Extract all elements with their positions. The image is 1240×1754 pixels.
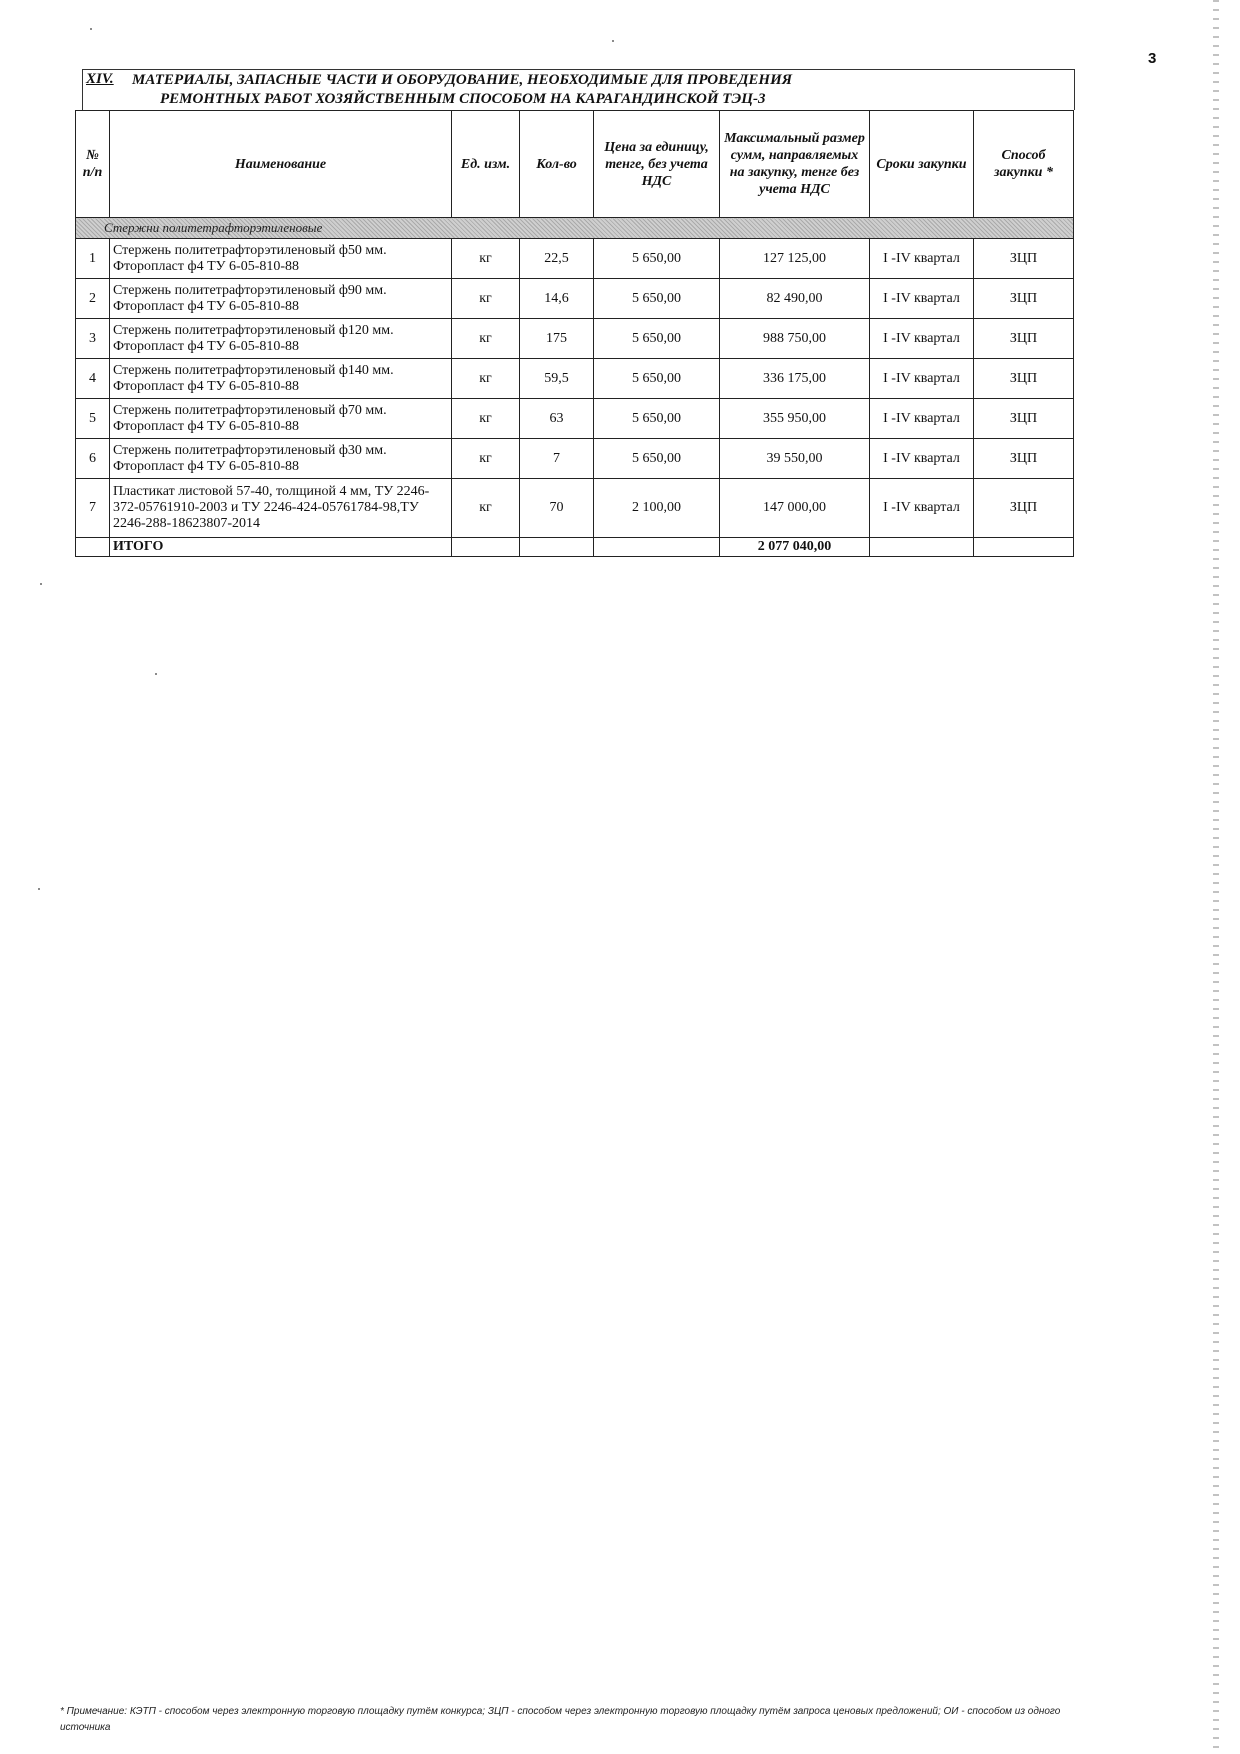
row-sum: 127 125,00 — [720, 239, 870, 279]
row-number: 5 — [76, 399, 110, 439]
row-price: 5 650,00 — [594, 359, 720, 399]
table-header-row — [76, 111, 1074, 218]
row-quantity: 22,5 — [520, 239, 594, 279]
header-number: № п/п — [76, 111, 110, 218]
row-sum: 336 175,00 — [720, 359, 870, 399]
row-number: 6 — [76, 439, 110, 479]
row-name: Стержень политетрафторэтиленовый ф50 мм. Фторопласт ф4 ТУ 6-05-810-88 — [110, 239, 452, 279]
row-quantity: 70 — [520, 479, 594, 538]
row-quantity: 14,6 — [520, 279, 594, 319]
header-name: Наименование — [110, 111, 452, 218]
scan-speck — [40, 583, 42, 585]
scan-speck — [155, 673, 157, 675]
table-row — [76, 279, 1074, 319]
header-method: Способ закупки * — [974, 111, 1074, 218]
table-row — [76, 399, 1074, 439]
total-sum: 2 077 040,00 — [720, 538, 870, 557]
row-method: ЗЦП — [974, 239, 1074, 279]
row-quantity: 7 — [520, 439, 594, 479]
row-term: I -IV квартал — [870, 279, 974, 319]
page-number: 3 — [1148, 50, 1157, 67]
header-unit: Ед. изм. — [452, 111, 520, 218]
footnote: * Примечание: КЭТП - способом через электронную торговую площадку путём конкурса; ЗЦП - способом через электронную торговую площадку путём запроса ценовых предложений; ОИ - способом из одного источника — [60, 1706, 1061, 1733]
row-name: Стержень политетрафторэтиленовый ф70 мм. Фторопласт ф4 ТУ 6-05-810-88 — [110, 399, 452, 439]
row-unit: кг — [452, 399, 520, 439]
row-quantity: 59,5 — [520, 359, 594, 399]
total-empty-cell — [520, 538, 594, 557]
total-row — [76, 538, 1074, 557]
row-sum: 39 550,00 — [720, 439, 870, 479]
row-price: 2 100,00 — [594, 479, 720, 538]
row-term: I -IV квартал — [870, 319, 974, 359]
group-row — [76, 218, 1074, 239]
row-price: 5 650,00 — [594, 279, 720, 319]
scan-edge-artifact — [1213, 0, 1219, 1754]
row-method: ЗЦП — [974, 319, 1074, 359]
total-empty-cell — [76, 538, 110, 557]
row-unit: кг — [452, 479, 520, 538]
scan-speck — [38, 888, 40, 890]
procurement-table — [75, 110, 1074, 557]
row-number: 3 — [76, 319, 110, 359]
total-empty-cell — [452, 538, 520, 557]
row-term: I -IV квартал — [870, 359, 974, 399]
row-sum: 82 490,00 — [720, 279, 870, 319]
table-row — [76, 319, 1074, 359]
row-term: I -IV квартал — [870, 439, 974, 479]
row-name: Стержень политетрафторэтиленовый ф90 мм. Фторопласт ф4 ТУ 6-05-810-88 — [110, 279, 452, 319]
row-unit: кг — [452, 319, 520, 359]
row-number: 2 — [76, 279, 110, 319]
header-quantity: Кол-во — [520, 111, 594, 218]
total-empty-cell — [594, 538, 720, 557]
row-name: Стержень политетрафторэтиленовый ф30 мм. Фторопласт ф4 ТУ 6-05-810-88 — [110, 439, 452, 479]
table-row — [76, 439, 1074, 479]
row-sum: 355 950,00 — [720, 399, 870, 439]
total-empty-cell — [870, 538, 974, 557]
row-sum: 147 000,00 — [720, 479, 870, 538]
header-max-sum: Максимальный размер сумм, направляемых на закупку, тенге без учета НДС — [720, 111, 870, 218]
total-label: ИТОГО — [110, 538, 452, 557]
scan-speck — [90, 28, 92, 30]
section-title — [132, 71, 932, 109]
row-term: I -IV квартал — [870, 479, 974, 538]
header-unit-price: Цена за единицу, тенге, без учета НДС — [594, 111, 720, 218]
section-title-line-1: МАТЕРИАЛЫ, ЗАПАСНЫЕ ЧАСТИ И ОБОРУДОВАНИЕ, НЕОБХОДИМЫЕ ДЛЯ ПРОВЕДЕНИЯ — [132, 72, 793, 88]
row-quantity: 175 — [520, 319, 594, 359]
row-number: 1 — [76, 239, 110, 279]
row-method: ЗЦП — [974, 359, 1074, 399]
row-number: 7 — [76, 479, 110, 538]
row-price: 5 650,00 — [594, 319, 720, 359]
table-row — [76, 239, 1074, 279]
group-label: Стержни политетрафторэтиленовые — [76, 218, 1074, 239]
row-unit: кг — [452, 439, 520, 479]
section-number: XIV. — [86, 71, 114, 87]
row-number: 4 — [76, 359, 110, 399]
row-method: ЗЦП — [974, 439, 1074, 479]
row-method: ЗЦП — [974, 399, 1074, 439]
row-unit: кг — [452, 239, 520, 279]
table-row — [76, 479, 1074, 538]
row-unit: кг — [452, 279, 520, 319]
row-price: 5 650,00 — [594, 439, 720, 479]
row-sum: 988 750,00 — [720, 319, 870, 359]
row-name: Пластикат листовой 57-40, толщиной 4 мм, ТУ 2246-372-05761910-2003 и ТУ 2246-424-05761784-98,ТУ 2246-288-18623807-2014 — [110, 479, 452, 538]
row-method: ЗЦП — [974, 479, 1074, 538]
header-terms: Сроки закупки — [870, 111, 974, 218]
row-unit: кг — [452, 359, 520, 399]
row-name: Стержень политетрафторэтиленовый ф120 мм. Фторопласт ф4 ТУ 6-05-810-88 — [110, 319, 452, 359]
row-quantity: 63 — [520, 399, 594, 439]
row-price: 5 650,00 — [594, 239, 720, 279]
total-empty-cell — [974, 538, 1074, 557]
row-term: I -IV квартал — [870, 239, 974, 279]
row-method: ЗЦП — [974, 279, 1074, 319]
row-term: I -IV квартал — [870, 399, 974, 439]
row-name: Стержень политетрафторэтиленовый ф140 мм. Фторопласт ф4 ТУ 6-05-810-88 — [110, 359, 452, 399]
section-title-line-2: РЕМОНТНЫХ РАБОТ ХОЗЯЙСТВЕННЫМ СПОСОБОМ НА КАРАГАНДИНСКОЙ ТЭЦ-3 — [160, 91, 766, 107]
scan-speck — [612, 40, 614, 42]
table-row — [76, 359, 1074, 399]
row-price: 5 650,00 — [594, 399, 720, 439]
